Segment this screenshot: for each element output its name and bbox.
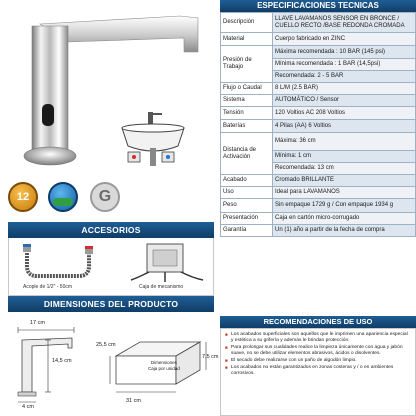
spec-row [221,213,416,225]
spec-key: Tensión [221,107,273,120]
hose-caption: Acople de 1/2" - 50cm [23,284,73,290]
dimension-height: 14,5 cm [52,358,72,364]
recommendation-item: ■ Los acabados no están garantizados en zonas costeras y / o en ambientes corrosivos. [225,365,411,377]
spec-value: Recomendada: 2 - 5 BAR [273,71,416,83]
dimension-box-depth: 25,5 cm [96,342,116,348]
spec-row [221,95,416,107]
spec-value: Un (1) año a partir de la fecha de compra [273,225,416,237]
box-caption-text: Dimensiones Caja por unidad [148,360,180,371]
dimensions-header: DIMENSIONES DEL PRODUCTO [8,296,214,312]
recommendation-item: ■ El secado debe realizarse con un paño de algodón limpio. [225,358,411,364]
specs-header: ESPECIFICACIONES TECNICAS [220,0,416,12]
spec-key: Descripción [221,13,273,33]
spec-key: Baterías [221,120,273,133]
warranty-badge-icon: 12 [8,182,38,212]
spec-value: 120 Voltios AC 208 Voltios [273,107,416,120]
water-saving-badge-icon [48,182,78,212]
spec-key: Distancia de Activación [221,133,273,175]
spec-value: 8 L/M (2.5 BAR) [273,83,416,95]
spec-value: Caja en cartón micro-corrugado [273,213,416,225]
dimensions-drawing [8,312,219,416]
spec-key: Material [221,33,273,46]
spec-row [221,225,416,237]
spec-row [221,83,416,95]
spec-key: Flujo o Caudal [221,83,273,95]
spec-value: 4 Pilas (AA) 6 Voltios [273,120,416,133]
spec-key: Peso [221,199,273,213]
dimension-box-height: 7,5 cm [202,354,219,360]
spec-key: Acabado [221,175,273,187]
recommendation-item: ■ Los acabados superficiales son aquellos que le imprimen una apariencia especial y estética a su grifería y además le brindan protección. [225,332,411,344]
dimension-base: 4 cm [22,404,34,410]
recommendation-item: ■ Para prolongar sus cualidades realice la limpieza únicamente con agua y jabón suave, no se debe utilizar elementos abrasivos, ácidos o disolventes. [225,345,411,357]
hose-icon [19,244,105,280]
product-photo-area [0,0,218,180]
spec-value: LLAVE LAVAMANOS SENSOR EN BRONCE / CUELLO RECTO /BASE REDONDA CROMADA [273,13,416,33]
spec-row [221,199,416,213]
spec-key: Sistema [221,95,273,107]
spec-value: Máxima: 36 cm [273,133,416,151]
sink-installation-illustration [118,112,188,180]
mechanism-box-caption: Caja de mecanismo [139,284,184,290]
spec-value: Cromado BRILLANTE [273,175,416,187]
spec-row [221,133,416,151]
g-badge-icon: G [90,182,120,212]
spec-row [221,120,416,133]
spec-value: AUTOMÁTICO / Sensor [273,95,416,107]
spec-key: Uso [221,187,273,199]
certification-badges [8,182,118,216]
recommendations-header: RECOMENDACIONES DE USO [220,316,416,328]
spec-value: Mínima recomendada : 1 BAR (14,5psi) [273,59,416,71]
box-dimension-caption [148,360,180,372]
mechanism-box-icon [127,242,207,282]
spec-key: Presión de Trabajo [221,46,273,83]
dimension-width: 17 cm [30,320,45,326]
spec-row [221,46,416,59]
specifications-panel [220,0,416,416]
recommendations-list [220,328,416,416]
spec-value: Cuerpo fabricado en ZINC [273,33,416,46]
dimension-box-length: 31 cm [126,398,141,404]
spec-row [221,175,416,187]
spec-value: Máxima recomendada : 10 BAR (145 psi) [273,46,416,59]
spec-value: Recomendada: 13 cm [273,163,416,175]
spec-value: Mínima: 1 cm [273,151,416,163]
spec-row [221,13,416,33]
specs-table [220,12,416,237]
faucet-dimension-drawing [8,322,88,406]
accessories-header: ACCESORIOS [8,222,214,238]
box-dimension-drawing [108,336,212,412]
accessories-box [8,238,214,296]
spec-value: Ideal para LAVAMANOS [273,187,416,199]
spec-row [221,33,416,46]
spec-key: Presentación [221,213,273,225]
spec-key: Garantía [221,225,273,237]
spec-value: Sin empaque 1729 g / Con empaque 1934 g [273,199,416,213]
spec-row [221,107,416,120]
spec-row [221,187,416,199]
